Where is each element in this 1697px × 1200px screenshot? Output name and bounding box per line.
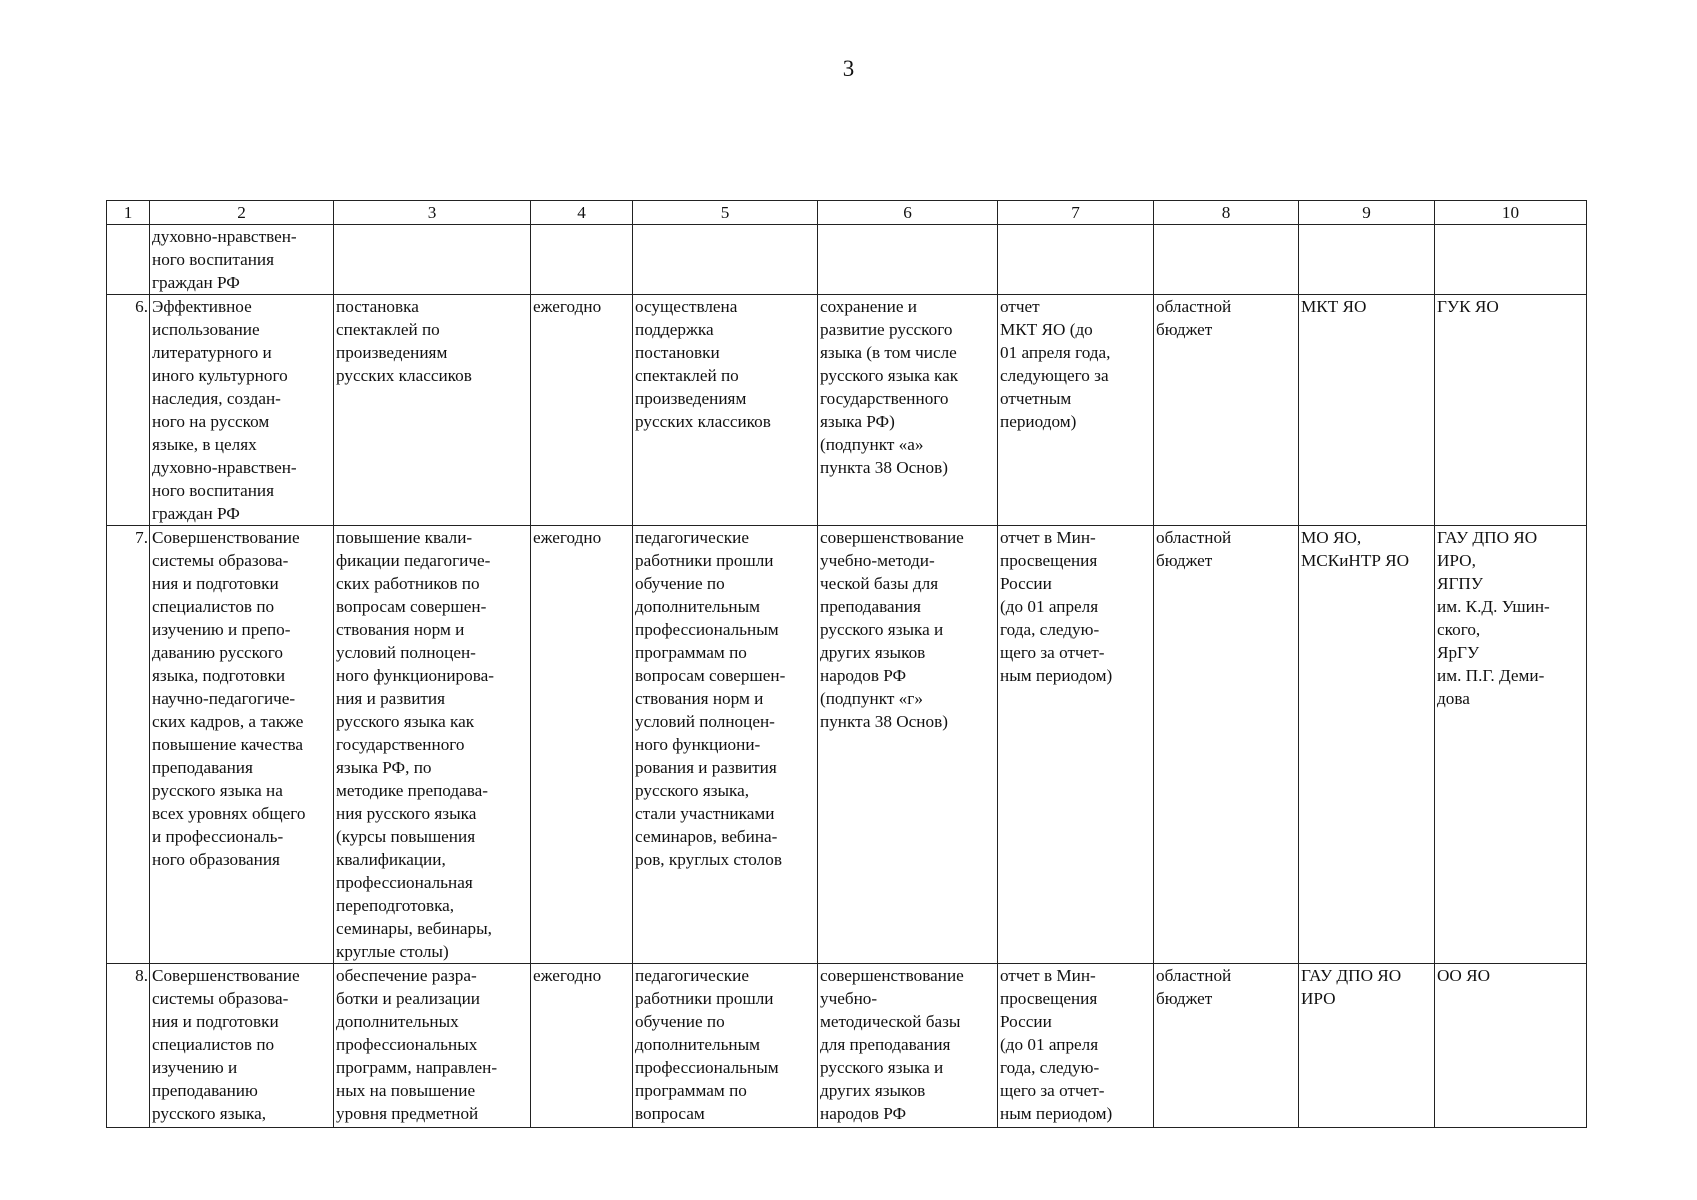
report-cell	[998, 225, 1154, 295]
column-header: 5	[633, 201, 818, 225]
result-cell: педагогические работники прошли обучение по дополнительным профессиональным программам по вопросам совершен- ствования норм и условий полноцен- ного функциони- рования и развития русского языка, стали участниками семинаров, вебина- ров, круглых столов	[633, 526, 818, 964]
table-row	[107, 964, 1587, 1128]
task-cell: Совершенствование системы образова- ния и подготовки специалистов по изучению и преподаванию русского языка,	[150, 964, 334, 1128]
term-cell: ежегодно	[531, 295, 633, 526]
column-header: 8	[1154, 201, 1299, 225]
header-row	[107, 201, 1587, 225]
goal-cell: совершенствование учебно-методи- ческой базы для преподавания русского языка и других языков народов РФ (подпункт «г» пункта 38 Основ)	[818, 526, 998, 964]
task-cell: духовно-нравствен- ного воспитания граждан РФ	[150, 225, 334, 295]
term-cell	[531, 225, 633, 295]
report-cell: отчет в Мин- просвещения России (до 01 апреля года, следую- щего за отчет- ным периодом)	[998, 526, 1154, 964]
measure-cell	[334, 225, 531, 295]
term-cell: ежегодно	[531, 964, 633, 1128]
row-number-cell	[107, 225, 150, 295]
report-cell: отчет в Мин- просвещения России (до 01 апреля года, следую- щего за отчет- ным периодом)	[998, 964, 1154, 1128]
column-header: 6	[818, 201, 998, 225]
column-header: 2	[150, 201, 334, 225]
funding-cell: областной бюджет	[1154, 526, 1299, 964]
table-row	[107, 225, 1587, 295]
page-number: 3	[842, 56, 855, 81]
column-header: 9	[1299, 201, 1435, 225]
column-header: 1	[107, 201, 150, 225]
result-cell	[633, 225, 818, 295]
row-number-cell: 6.	[107, 295, 150, 526]
funding-cell: областной бюджет	[1154, 295, 1299, 526]
goal-cell: совершенствование учебно- методической базы для преподавания русского языка и других языков народов РФ	[818, 964, 998, 1128]
column-header: 10	[1435, 201, 1587, 225]
funding-cell: областной бюджет	[1154, 964, 1299, 1128]
term-cell: ежегодно	[531, 526, 633, 964]
task-cell: Эффективное использование литературного и иного культурного наследия, создан- ного на русском языке, в целях духовно-нравствен- ного воспитания граждан РФ	[150, 295, 334, 526]
coexecutor-cell: ГАУ ДПО ЯО ИРО, ЯГПУ им. К.Д. Ушин- ского, ЯрГУ им. П.Г. Деми- дова	[1435, 526, 1587, 964]
coexecutor-cell: ОО ЯО	[1435, 964, 1587, 1128]
column-header: 4	[531, 201, 633, 225]
column-header: 3	[334, 201, 531, 225]
measure-cell: постановка спектаклей по произведениям русских классиков	[334, 295, 531, 526]
row-number-cell: 8.	[107, 964, 150, 1128]
measure-cell: обеспечение разра- ботки и реализации дополнительных профессиональных программ, направлен- ных на повышение уровня предметной	[334, 964, 531, 1128]
measures-table	[106, 200, 1587, 1128]
coexecutor-cell	[1435, 225, 1587, 295]
report-cell: отчет МКТ ЯО (до 01 апреля года, следующего за отчетным периодом)	[998, 295, 1154, 526]
table-row	[107, 526, 1587, 964]
column-header: 7	[998, 201, 1154, 225]
responsible-cell: МО ЯО, МСКиНТР ЯО	[1299, 526, 1435, 964]
goal-cell	[818, 225, 998, 295]
coexecutor-cell: ГУК ЯО	[1435, 295, 1587, 526]
funding-cell	[1154, 225, 1299, 295]
goal-cell: сохранение и развитие русского языка (в том числе русского языка как государственного языка РФ) (подпункт «а» пункта 38 Основ)	[818, 295, 998, 526]
responsible-cell: ГАУ ДПО ЯО ИРО	[1299, 964, 1435, 1128]
result-cell: педагогические работники прошли обучение по дополнительным профессиональным программам по вопросам	[633, 964, 818, 1128]
responsible-cell	[1299, 225, 1435, 295]
responsible-cell: МКТ ЯО	[1299, 295, 1435, 526]
task-cell: Совершенствование системы образова- ния и подготовки специалистов по изучению и препо- даванию русского языка, подготовки научно-педагогиче- ских кадров, а также повышение качества преподавания русского языка на всех уровнях общего и профессиональ- ного образования	[150, 526, 334, 964]
table-row	[107, 295, 1587, 526]
row-number-cell: 7.	[107, 526, 150, 964]
result-cell: осуществлена поддержка постановки спектаклей по произведениям русских классиков	[633, 295, 818, 526]
measure-cell: повышение квали- фикации педагогиче- ских работников по вопросам совершен- ствования норм и условий полноцен- ного функционирова- ния и развития русского языка как государственного языка РФ, по методике преподава- ния русского языка (курсы повышения квалификации, профессиональная переподготовка, семинары, вебинары, круглые столы)	[334, 526, 531, 964]
